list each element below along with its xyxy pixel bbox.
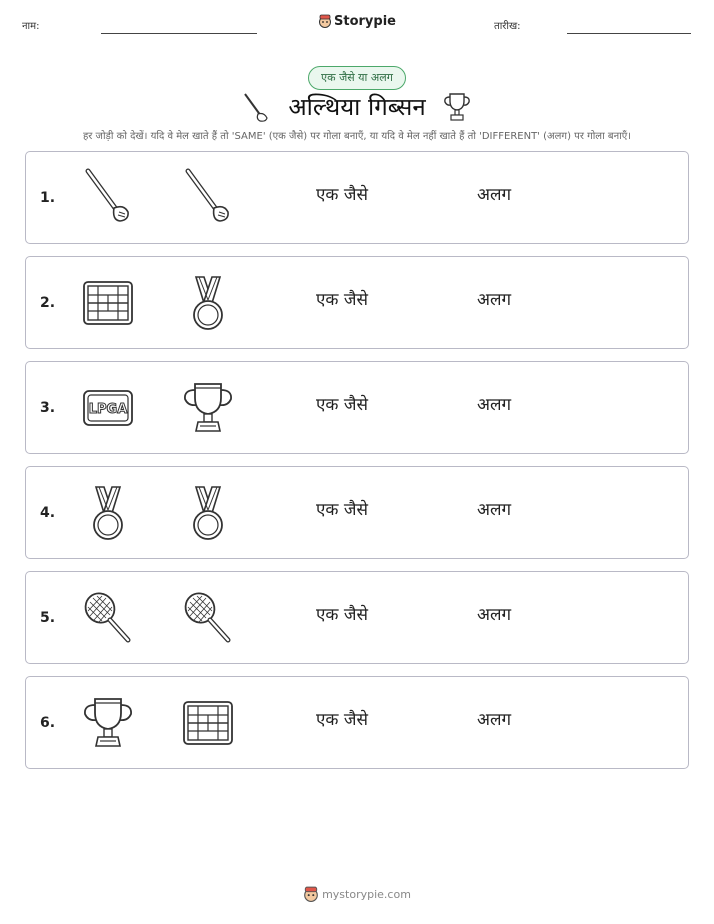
- date-line[interactable]: [567, 33, 691, 34]
- row-right-picture: [178, 693, 238, 753]
- storypie-mascot-icon: [303, 886, 319, 902]
- row-left-picture: [78, 378, 138, 438]
- row-card-2: [25, 256, 689, 349]
- different-option[interactable]: अलग: [477, 605, 512, 625]
- same-option[interactable]: एक जैसे: [316, 710, 368, 730]
- name-label: नाम:: [22, 21, 40, 32]
- different-option[interactable]: अलग: [477, 710, 512, 730]
- row-card-5: [25, 571, 689, 664]
- golf-club-icon: [78, 168, 138, 228]
- tennis-court-icon: [178, 693, 238, 753]
- brand-logo: [0, 14, 714, 29]
- row-left-picture: [78, 588, 138, 648]
- footer-site[interactable]: mystorypie.com: [322, 888, 411, 901]
- date-label: तारीख:: [494, 21, 521, 32]
- row-card-6: [25, 676, 689, 769]
- row-number: 4.: [40, 505, 56, 521]
- golf-club-icon: [178, 168, 238, 228]
- footer: [0, 886, 714, 902]
- different-option[interactable]: अलग: [477, 290, 512, 310]
- tennis-racket-icon: [78, 588, 138, 648]
- row-left-picture: [78, 483, 138, 543]
- row-number: 1.: [40, 190, 56, 206]
- lpga-text: LPGA: [88, 402, 128, 417]
- same-option[interactable]: एक जैसे: [316, 185, 368, 205]
- worksheet-type-badge: एक जैसे या अलग: [308, 66, 406, 90]
- instructions: हर जोड़ी को देखें। यदि वे मेल खाते हैं तो 'SAME' (एक जैसे) पर गोला बनाएँ, या यदि वे मेल नहीं खाते हैं तो 'DIFFERENT' (अलग) पर गोला बनाएँ।: [82, 131, 632, 142]
- row-left-picture: [78, 168, 138, 228]
- row-number: 3.: [40, 400, 56, 416]
- row-right-picture: [178, 273, 238, 333]
- row-right-picture: [178, 378, 238, 438]
- different-option[interactable]: अलग: [477, 395, 512, 415]
- trophy-icon: [78, 693, 138, 753]
- row-number: 6.: [40, 715, 56, 731]
- trophy-icon: [178, 378, 238, 438]
- different-option[interactable]: अलग: [477, 185, 512, 205]
- brand-name: Storypie: [334, 14, 396, 29]
- storypie-mascot-icon: [318, 14, 332, 28]
- row-number: 5.: [40, 610, 56, 626]
- same-option[interactable]: एक जैसे: [316, 395, 368, 415]
- row-card-4: [25, 466, 689, 559]
- tennis-court-icon: [78, 273, 138, 333]
- medal-icon: [178, 273, 238, 333]
- name-line[interactable]: [101, 33, 257, 34]
- same-option[interactable]: एक जैसे: [316, 290, 368, 310]
- row-card-3: [25, 361, 689, 454]
- row-card-1: [25, 151, 689, 244]
- same-option[interactable]: एक जैसे: [316, 605, 368, 625]
- trophy-icon: [442, 91, 472, 127]
- page-title: अल्थिया गिब्सन: [288, 93, 426, 121]
- tennis-racket-icon: [178, 588, 238, 648]
- row-right-picture: [178, 588, 238, 648]
- row-right-picture: [178, 483, 238, 543]
- same-option[interactable]: एक जैसे: [316, 500, 368, 520]
- row-left-picture: [78, 693, 138, 753]
- lpga-badge-icon: [78, 378, 138, 438]
- medal-icon: [78, 483, 138, 543]
- row-left-picture: [78, 273, 138, 333]
- row-number: 2.: [40, 295, 56, 311]
- row-right-picture: [178, 168, 238, 228]
- different-option[interactable]: अलग: [477, 500, 512, 520]
- medal-icon: [178, 483, 238, 543]
